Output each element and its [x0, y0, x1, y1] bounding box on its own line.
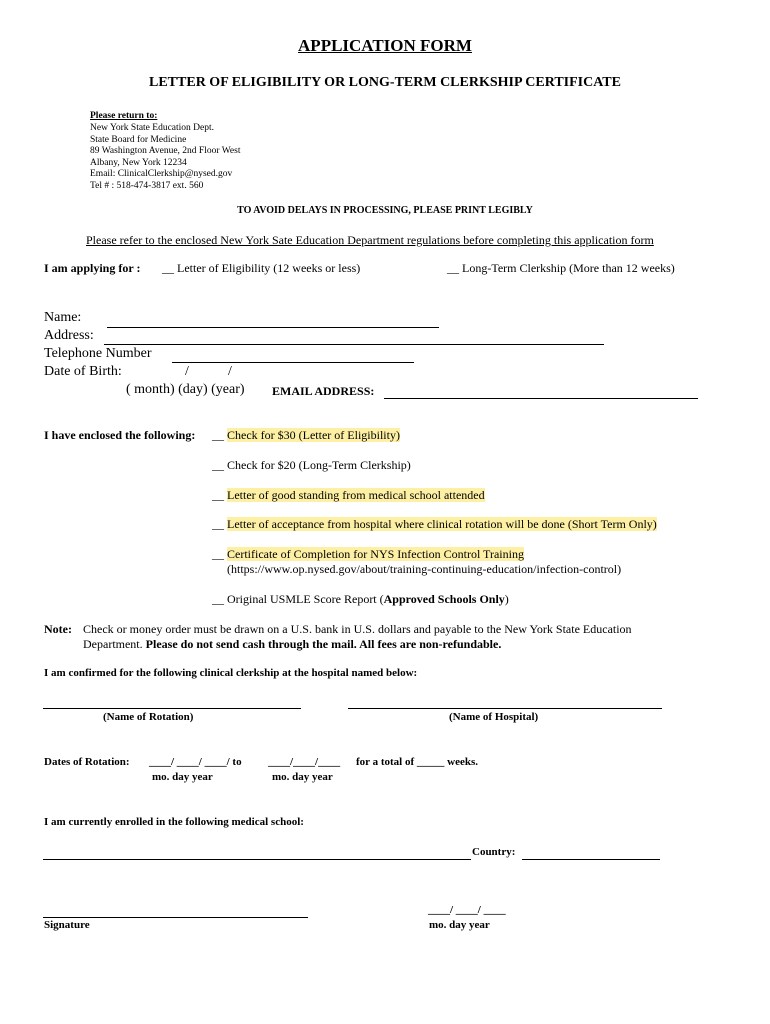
- return-line-4: Albany, New York 12234: [90, 157, 187, 168]
- dates-start-field[interactable]: ____/ ____/ ____/ to: [149, 756, 242, 768]
- dob-separator-2: /: [228, 364, 232, 379]
- enclosed-item-4[interactable]: __ Letter of acceptance from hospital where clinical rotation will be done (Short Term Only): [212, 517, 657, 531]
- rotation-field[interactable]: [43, 708, 301, 709]
- enrolled-label: I am currently enrolled in the following medical school:: [44, 816, 304, 828]
- return-line-6: Tel # : 518-474-3817 ext. 560: [90, 181, 204, 191]
- name-label: Name:: [44, 310, 82, 325]
- signature-date-hint: mo. day year: [429, 919, 490, 931]
- total-weeks-field[interactable]: for a total of _____ weeks.: [356, 756, 478, 768]
- enclosed-item-1[interactable]: __ Check for $30 (Letter of Eligibility): [212, 428, 400, 442]
- option-clerkship[interactable]: __ Long-Term Clerkship (More than 12 weeks): [447, 261, 675, 275]
- print-notice: TO AVOID DELAYS IN PROCESSING, PLEASE PRINT LEGIBLY: [237, 205, 533, 216]
- return-heading: Please return to:: [90, 111, 158, 121]
- signature-field[interactable]: [43, 917, 308, 918]
- telephone-label: Telephone Number: [44, 346, 152, 361]
- medical-school-field[interactable]: [43, 859, 471, 860]
- rotation-caption: (Name of Rotation): [103, 711, 194, 723]
- form-subtitle: LETTER OF ELIGIBILITY OR LONG-TERM CLERKSHIP CERTIFICATE: [149, 75, 621, 90]
- option-eligibility[interactable]: __ Letter of Eligibility (12 weeks or less): [162, 261, 361, 275]
- return-line-2: State Board for Medicine: [90, 134, 187, 145]
- return-line-3: 89 Washington Avenue, 2nd Floor West: [90, 146, 241, 157]
- return-line-1: New York State Education Dept.: [90, 123, 215, 133]
- email-label: EMAIL ADDRESS:: [272, 384, 375, 398]
- hospital-caption: (Name of Hospital): [449, 711, 539, 723]
- enclosed-item-3[interactable]: __ Letter of good standing from medical school attended: [212, 488, 485, 502]
- hospital-field[interactable]: [348, 708, 662, 709]
- signature-date-field[interactable]: ____/ ____/ ____: [428, 904, 506, 916]
- enclosed-item-5[interactable]: __ Certificate of Completion for NYS Infection Control Training: [212, 547, 524, 561]
- refer-notice: Please refer to the enclosed New York Sate Education Department regulations before completing this application form: [86, 233, 654, 247]
- country-label: Country:: [472, 846, 516, 858]
- form-title: APPLICATION FORM: [298, 36, 472, 55]
- email-field[interactable]: [384, 398, 698, 399]
- note-label: Note:: [44, 622, 72, 636]
- enclosed-item-2[interactable]: __ Check for $20 (Long-Term Clerkship): [212, 458, 411, 472]
- infection-control-url: (https://www.op.nysed.gov/about/training-continuing-education/infection-control): [227, 562, 622, 576]
- name-field[interactable]: [107, 327, 439, 328]
- country-field[interactable]: [522, 859, 660, 860]
- signature-label: Signature: [44, 919, 90, 931]
- dob-label: Date of Birth:: [44, 364, 122, 379]
- enclosed-item-6[interactable]: __ Original USMLE Score Report (Approved Schools Only): [212, 592, 509, 606]
- dob-separator-1: /: [185, 364, 189, 379]
- applying-label: I am applying for :: [44, 261, 141, 275]
- note-line-2: Department. Please do not send cash through the mail. All fees are non-refundable.: [83, 637, 502, 651]
- confirmed-label: I am confirmed for the following clinical clerkship at the hospital named below:: [44, 667, 418, 679]
- address-label: Address:: [44, 328, 94, 343]
- enclosed-label: I have enclosed the following:: [44, 428, 196, 442]
- note-line-1: Check or money order must be drawn on a U.S. bank in U.S. dollars and payable to the New York State Education: [83, 622, 632, 636]
- dob-hint: ( month) (day) (year): [126, 382, 245, 397]
- dates-start-hint: mo. day year: [152, 771, 213, 783]
- return-line-5: Email: ClinicalClerkship@nysed.gov: [90, 169, 233, 180]
- dates-end-field[interactable]: ____/____/____: [268, 756, 341, 768]
- dates-end-hint: mo. day year: [272, 771, 333, 783]
- address-field[interactable]: [104, 344, 604, 345]
- dates-label: Dates of Rotation:: [44, 756, 130, 768]
- telephone-field[interactable]: [172, 362, 414, 363]
